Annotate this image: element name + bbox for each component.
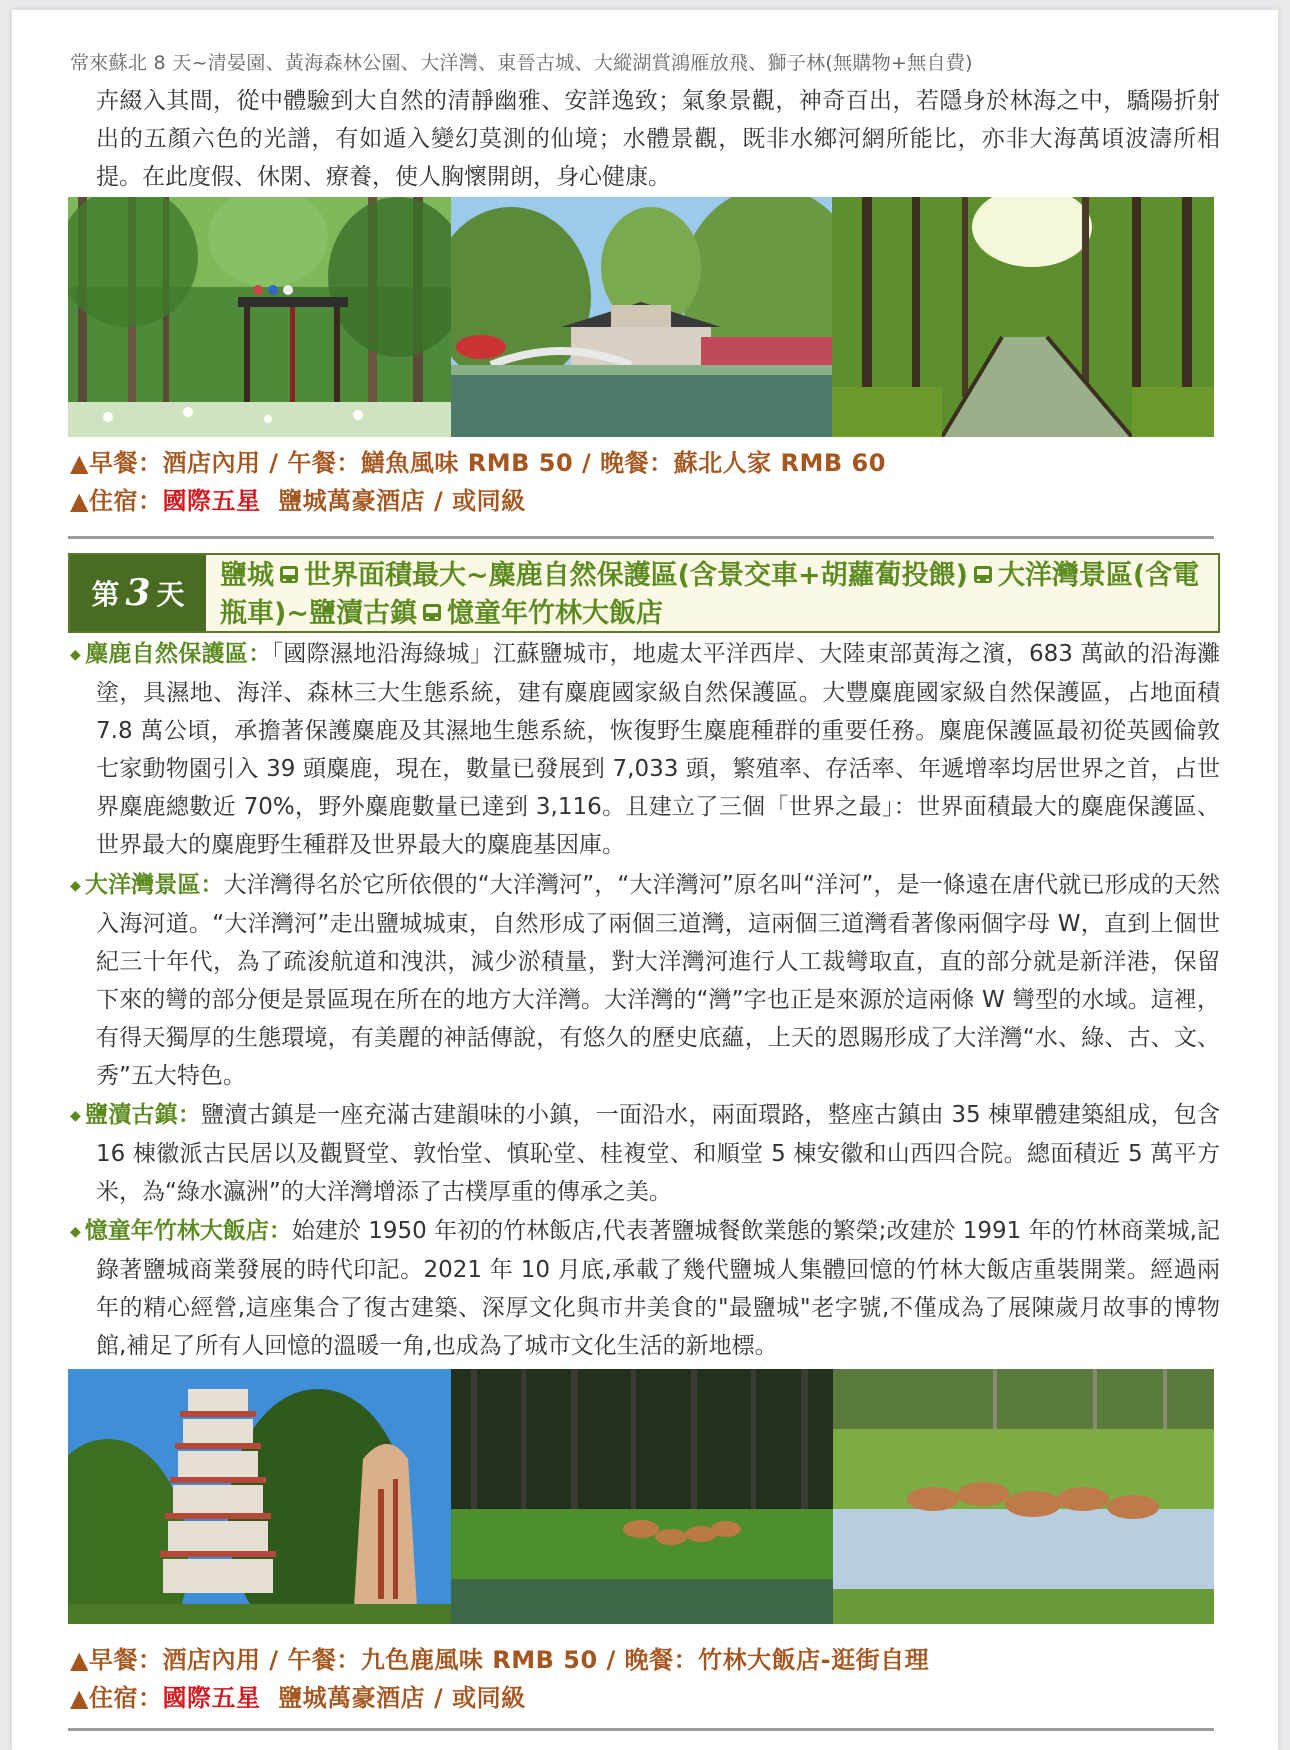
stay-hotel: 鹽城萬豪酒店 / 或同級 xyxy=(278,1684,526,1712)
section-yandu-town: ◆ 鹽瀆古鎮：鹽瀆古鎮是一座充滿古建韻味的小鎮，一面沿水，兩面環路，整座古鎮由 35 棟單體建築組成，包含 16 棟徽派古民居以及觀賢堂、敦怡堂、慎恥堂、桂複堂、和順堂 5 棟安徽和山西四合院。總面積近 5 萬平方米，為“綠水瀛洲”的大洋灣增添了古樸厚重的傳承之美。 xyxy=(70,1102,1220,1205)
stay-rating: 國際五星 xyxy=(162,487,261,515)
diamond-bullet-icon: ◆ xyxy=(70,1107,81,1124)
day3-header xyxy=(68,553,1220,633)
photo-row-forest xyxy=(68,197,1214,437)
stay-rating: 國際五星 xyxy=(162,1684,261,1712)
photo-row-elk xyxy=(68,1369,1214,1624)
photo-elk-running-water xyxy=(833,1369,1214,1624)
photo-forest-boardwalk xyxy=(832,197,1214,437)
day3-route-title: 鹽城 世界面積最大~麋鹿自然保護區(含景交車+胡蘿蔔投餵) 大洋灣景區(含電瓶車)~鹽瀆古鎮 憶童年竹林大飯店 xyxy=(220,560,1200,629)
stay-hotel: 鹽城萬豪酒店 / 或同級 xyxy=(278,487,526,515)
day3-meals: ▲早餐：酒店內用 / 午餐：九色鹿風味 RMB 50 / 晚餐：竹林大飯店-逛街自理 xyxy=(70,1646,930,1674)
bus-icon xyxy=(423,604,441,621)
photo-pavilion-lake xyxy=(451,197,832,437)
day3-accommodation xyxy=(70,1678,1220,1713)
photo-elk-meadow xyxy=(451,1369,833,1624)
section-bamboo-restaurant: ◆ 憶童年竹林大飯店：始建於 1950 年初的竹林飯店,代表著鹽城餐飲業態的繁榮;改建於 1991 年的竹林商業城,記錄著鹽城商業發展的時代印記。2021 年 10 月底,承載了幾代鹽城人集體回憶的竹林大飯店重裝開業。經過兩年的精心經營,這座集合了復古建築、深厚文化與市井美食的"最鹽城"老字號,不僅成為了展陳歲月故事的博物館,補足了所有人回憶的溫暖一角,也成為了城市文化生活的新地標。 xyxy=(70,1218,1220,1359)
bus-icon xyxy=(280,566,298,583)
running-header: 常來蘇北 8 天~清晏園、黃海森林公園、大洋灣、東晉古城、大縱湖賞鴻雁放飛、獅子林(無購物+無自費) xyxy=(70,52,973,74)
section-dayangwan: ◆ 大洋灣景區：大洋灣得名於它所依偎的“大洋灣河”，“大洋灣河”原名叫“洋河”，是一條遠在唐代就已形成的天然入海河道。“大洋灣河”走出鹽城城東，自然形成了兩個三道灣，這兩個三道灣看著像兩個字母 W，直到上個世紀三十年代，為了疏浚航道和洩洪，減少淤積量，對大洋灣河進行人工裁彎取直，直的部分就是新洋港，保留下來的彎的部分便是景區現在所在的地方大洋灣。大洋灣的“灣”字也正是來源於這兩條 W 彎型的水域。這裡，有得天獨厚的生態環境，有美麗的神話傳說，有悠久的歷史底蘊，上天的恩賜形成了大洋灣“水、綠、古、文、秀”五大特色。 xyxy=(70,872,1221,1089)
section-divider xyxy=(68,1728,1214,1731)
day2-meals: ▲早餐：酒店內用 / 午餐：鱔魚風味 RMB 50 / 晚餐：蘇北人家 RMB 60 xyxy=(70,449,886,477)
photo-forest-tower xyxy=(68,197,451,437)
day2-accommodation xyxy=(70,481,1220,516)
stay-label: ▲住宿： xyxy=(70,487,163,515)
section-elk-reserve: ◆ 麋鹿自然保護區：「國際濕地沿海綠城」江蘇鹽城市，地處太平洋西岸、大陸東部黃海之濱，683 萬畝的沿海灘塗，具濕地、海洋、森林三大生態系統，建有麋鹿國家級自然保護區。大豐麋鹿國家級自然保護區，占地面積 7.8 萬公頃，承擔著保護麋鹿及其濕地生態系統，恢復野生麋鹿種群的重要任務。麋鹿保護區最初從英國倫敦七家動物園引入 39 頭麋鹿，現在，數量已發展到 7,033 頭，繁殖率、存活率、年遞增率均居世界之首，占世界麋鹿總數近 70%，野外麋鹿數量已達到 3,116。且建立了三個「世界之最」：世界面積最大的麋鹿保護區、世界最大的麋鹿野生種群及世界最大的麋鹿基因庫。 xyxy=(70,641,1220,858)
section-divider xyxy=(68,536,1214,539)
intro-paragraph: 卉綴入其間，從中體驗到大自然的清靜幽雅、安詳逸致；氣象景觀，神奇百出，若隱身於林海之中，驕陽折射出的五顏六色的光譜，有如遁入變幻莫測的仙境；水體景觀，既非水鄉河網所能比，亦非大海萬頃波濤所相提。在此度假、休閑、療養，使人胸懷開朗，身心健康。 xyxy=(96,88,1220,190)
bus-icon xyxy=(974,566,992,583)
diamond-bullet-icon: ◆ xyxy=(70,877,81,894)
diamond-bullet-icon: ◆ xyxy=(70,1223,81,1240)
diamond-bullet-icon: ◆ xyxy=(70,646,82,663)
stay-label: ▲住宿： xyxy=(70,1684,163,1712)
photo-pagoda-stone xyxy=(68,1369,451,1624)
day-number-badge: 第 3 天 xyxy=(70,555,206,631)
